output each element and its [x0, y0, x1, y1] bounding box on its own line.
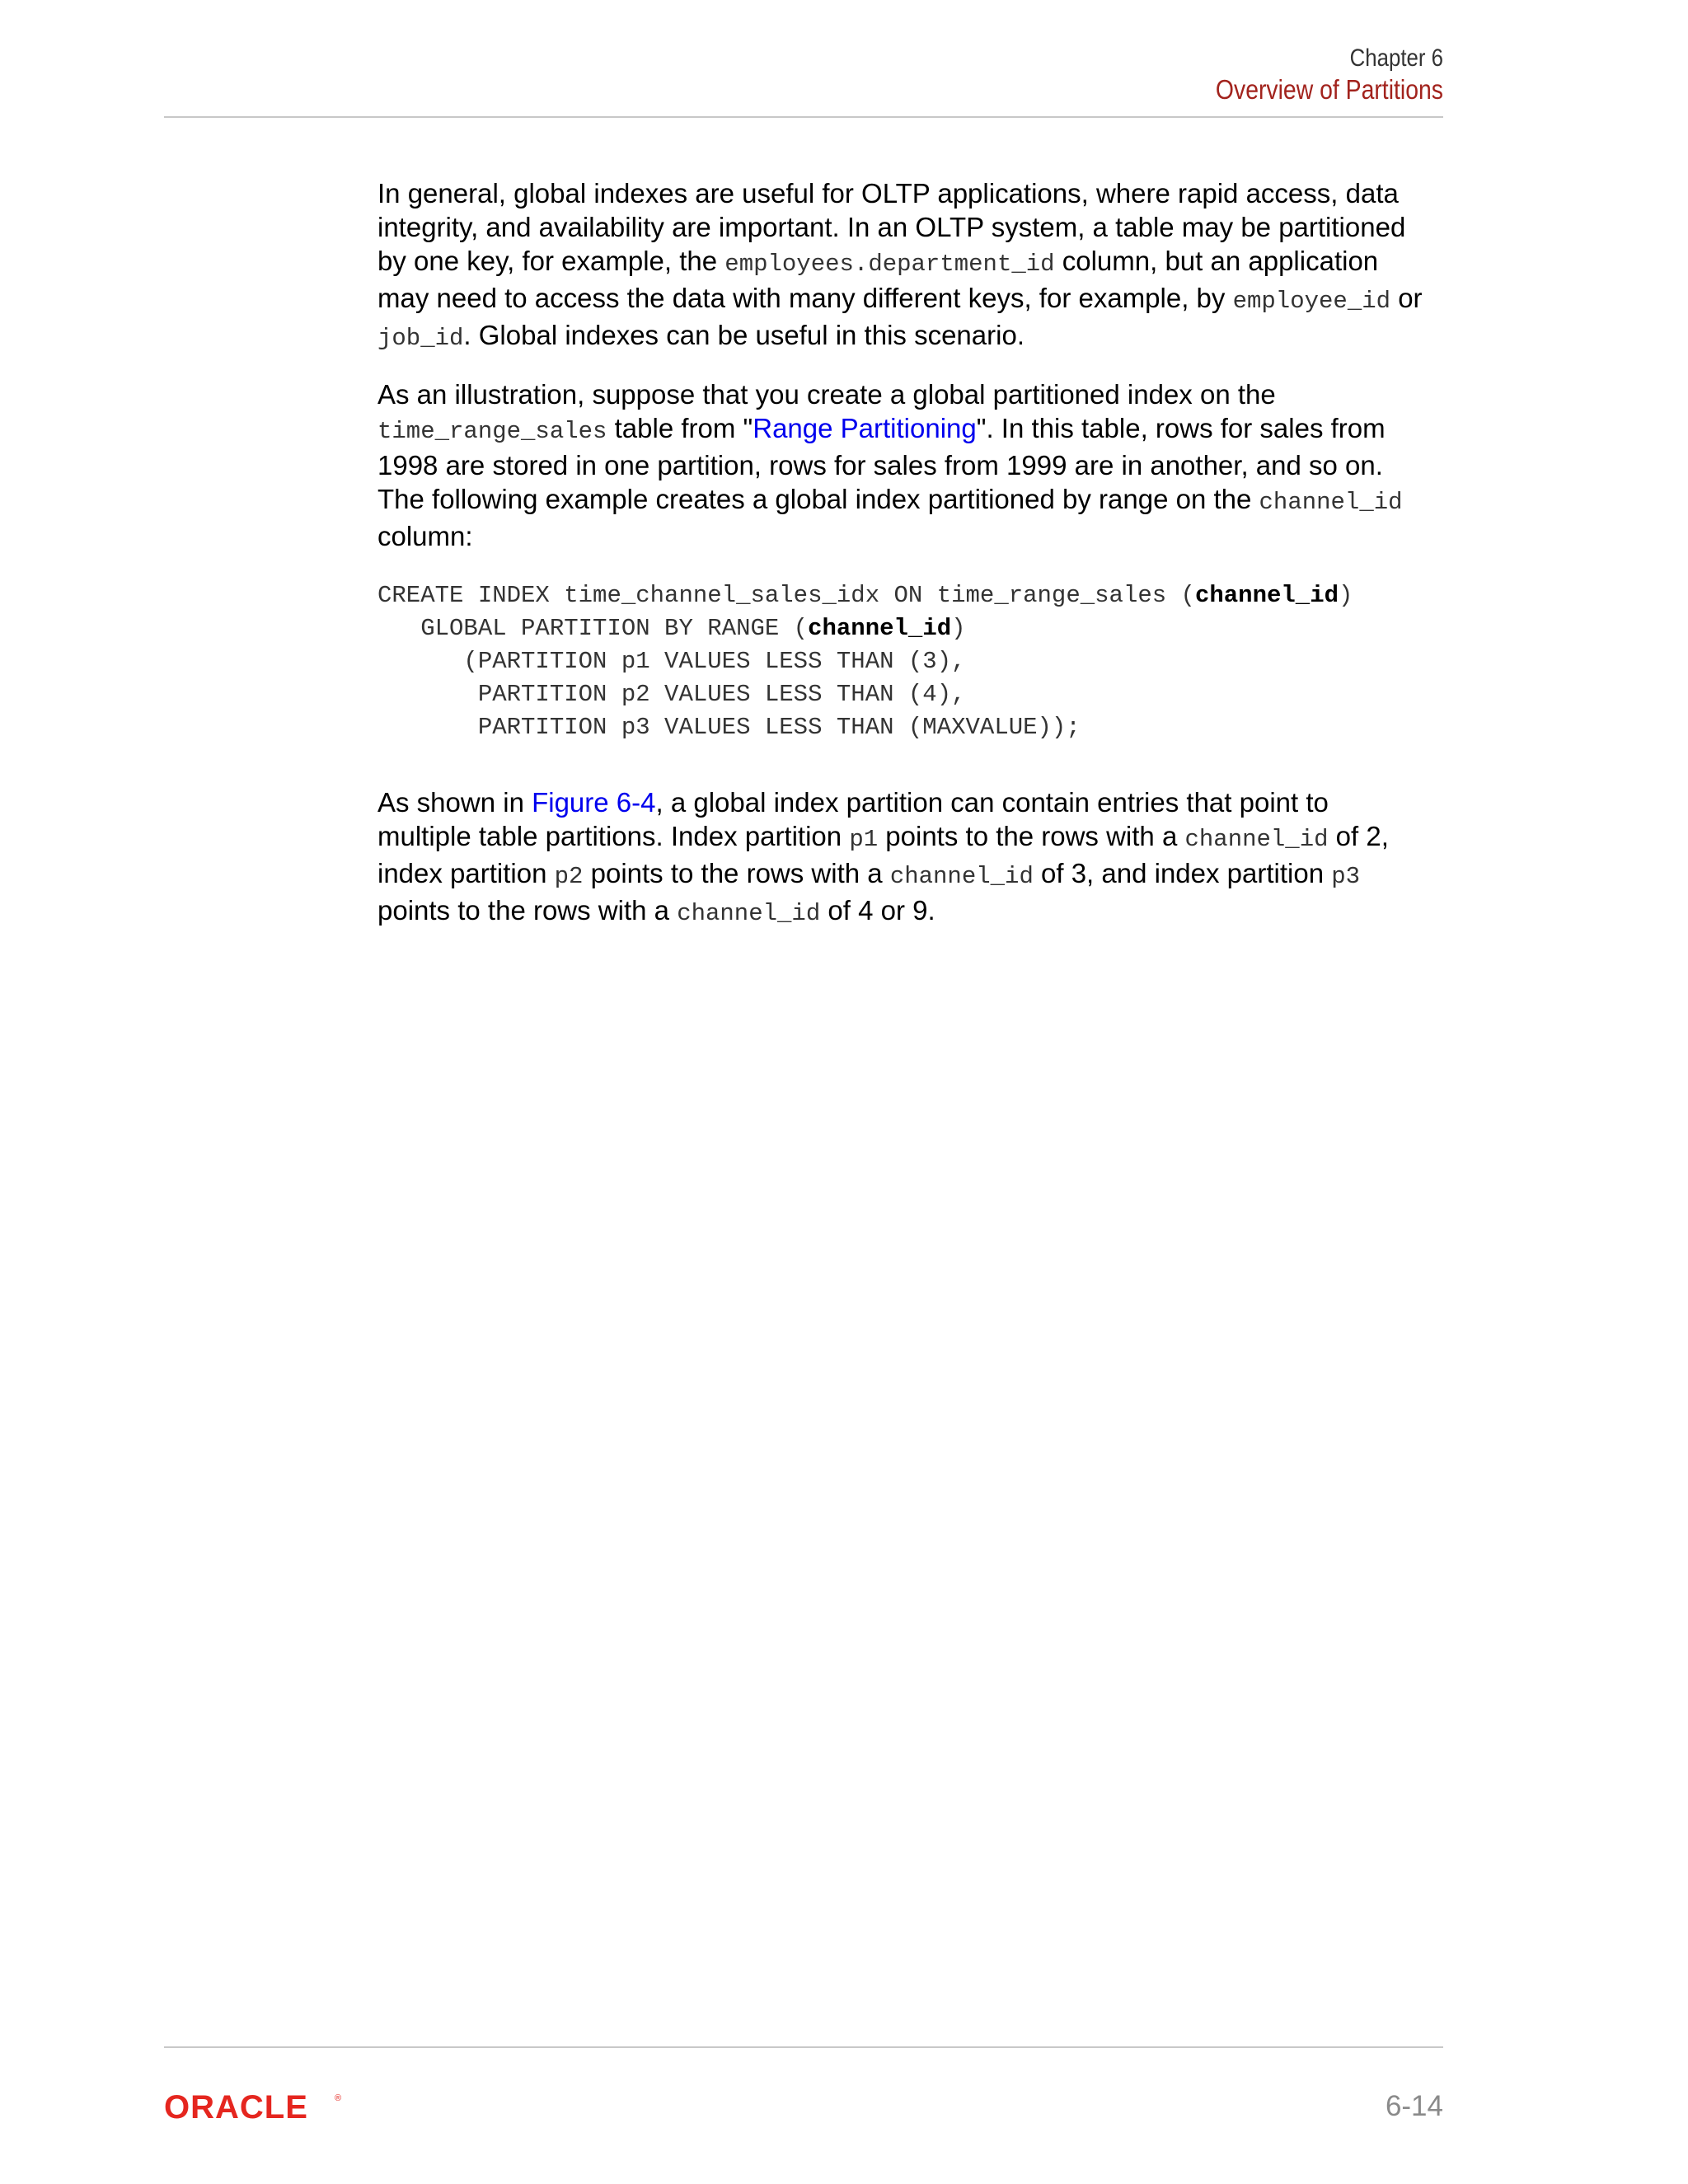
paragraph-global-indexes — [377, 176, 1449, 355]
code-term: p3 — [1331, 863, 1361, 890]
code-term: employee_id — [1232, 288, 1391, 315]
page-number: 6-14 — [1385, 2090, 1443, 2122]
oracle-logo — [164, 2090, 354, 2127]
header-divider — [164, 116, 1443, 118]
chapter-label: Chapter 6 — [1349, 45, 1443, 72]
registered-mark-icon: ® — [335, 2093, 342, 2103]
text: of 2, — [1328, 821, 1389, 851]
code-term: channel_id — [889, 863, 1034, 890]
footer-divider — [164, 2046, 1443, 2048]
text: multiple table partitions. Index partition — [377, 821, 850, 851]
main-content — [377, 176, 1449, 930]
text: The following example creates a global index partitioned by range on the — [377, 484, 1259, 514]
text: . Global indexes can be useful in this scenario. — [463, 320, 1025, 350]
code-term: time_range_sales — [377, 418, 607, 445]
code-term: job_id — [377, 325, 464, 352]
text: may need to access the data with many different keys, for example, by — [377, 283, 1233, 313]
text: As shown in — [377, 787, 532, 818]
figure-6-4-link[interactable]: Figure 6-4 — [532, 787, 656, 818]
paragraph-illustration — [377, 377, 1449, 553]
section-title: Overview of Partitions — [1215, 74, 1443, 105]
code-term: employees.department_id — [724, 251, 1055, 278]
text: index partition — [377, 858, 555, 888]
text: ". In this table, rows for sales from — [976, 413, 1386, 443]
code-term: channel_id — [677, 900, 821, 927]
code-term: channel_id — [1184, 826, 1329, 853]
code-term: channel_id — [1259, 489, 1403, 516]
code-line: CREATE INDEX time_channel_sales_idx ON time_range_sales ( — [377, 582, 1195, 609]
code-line: GLOBAL PARTITION BY RANGE ( — [377, 615, 809, 642]
oracle-logo-text: ORACLE — [164, 2090, 308, 2123]
text: In general, global indexes are useful for OLTP applications, where rapid access, data — [377, 178, 1399, 209]
range-partitioning-link[interactable]: Range Partitioning — [753, 413, 977, 443]
code-example — [377, 579, 1449, 744]
text: points to the rows with a — [583, 858, 890, 888]
text: , a global index partition can contain entries that point to — [655, 787, 1329, 818]
text: points to the rows with a — [878, 821, 1185, 851]
text: table from " — [607, 413, 753, 443]
code-term: p1 — [849, 826, 879, 853]
text: 1998 are stored in one partition, rows for sales from 1999 are in another, and so on. — [377, 450, 1383, 480]
code-term: p2 — [554, 863, 584, 890]
text: column: — [377, 521, 473, 551]
code-keyword: channel_id — [808, 615, 952, 642]
text: of 3, and index partition — [1033, 858, 1332, 888]
code-line: PARTITION p3 VALUES LESS THAN (MAXVALUE)); — [377, 714, 1081, 741]
text: As an illustration, suppose that you create a global partitioned index on the — [377, 379, 1276, 410]
code-line: PARTITION p2 VALUES LESS THAN (4), — [377, 681, 966, 708]
running-header — [1179, 43, 1443, 105]
text: by one key, for example, the — [377, 246, 725, 276]
paragraph-figure-reference — [377, 785, 1449, 930]
text: integrity, and availability are important. In an OLTP system, a table may be partitioned — [377, 212, 1406, 242]
text: points to the rows with a — [377, 895, 678, 926]
code-line: (PARTITION p1 VALUES LESS THAN (3), — [377, 648, 966, 675]
text: or — [1390, 283, 1423, 313]
text: column, but an application — [1054, 246, 1379, 276]
code-line: ) — [951, 615, 966, 642]
oracle-logo-icon — [164, 2090, 354, 2123]
code-keyword: channel_id — [1194, 582, 1339, 609]
text: of 4 or 9. — [820, 895, 935, 926]
code-line: ) — [1339, 582, 1353, 609]
